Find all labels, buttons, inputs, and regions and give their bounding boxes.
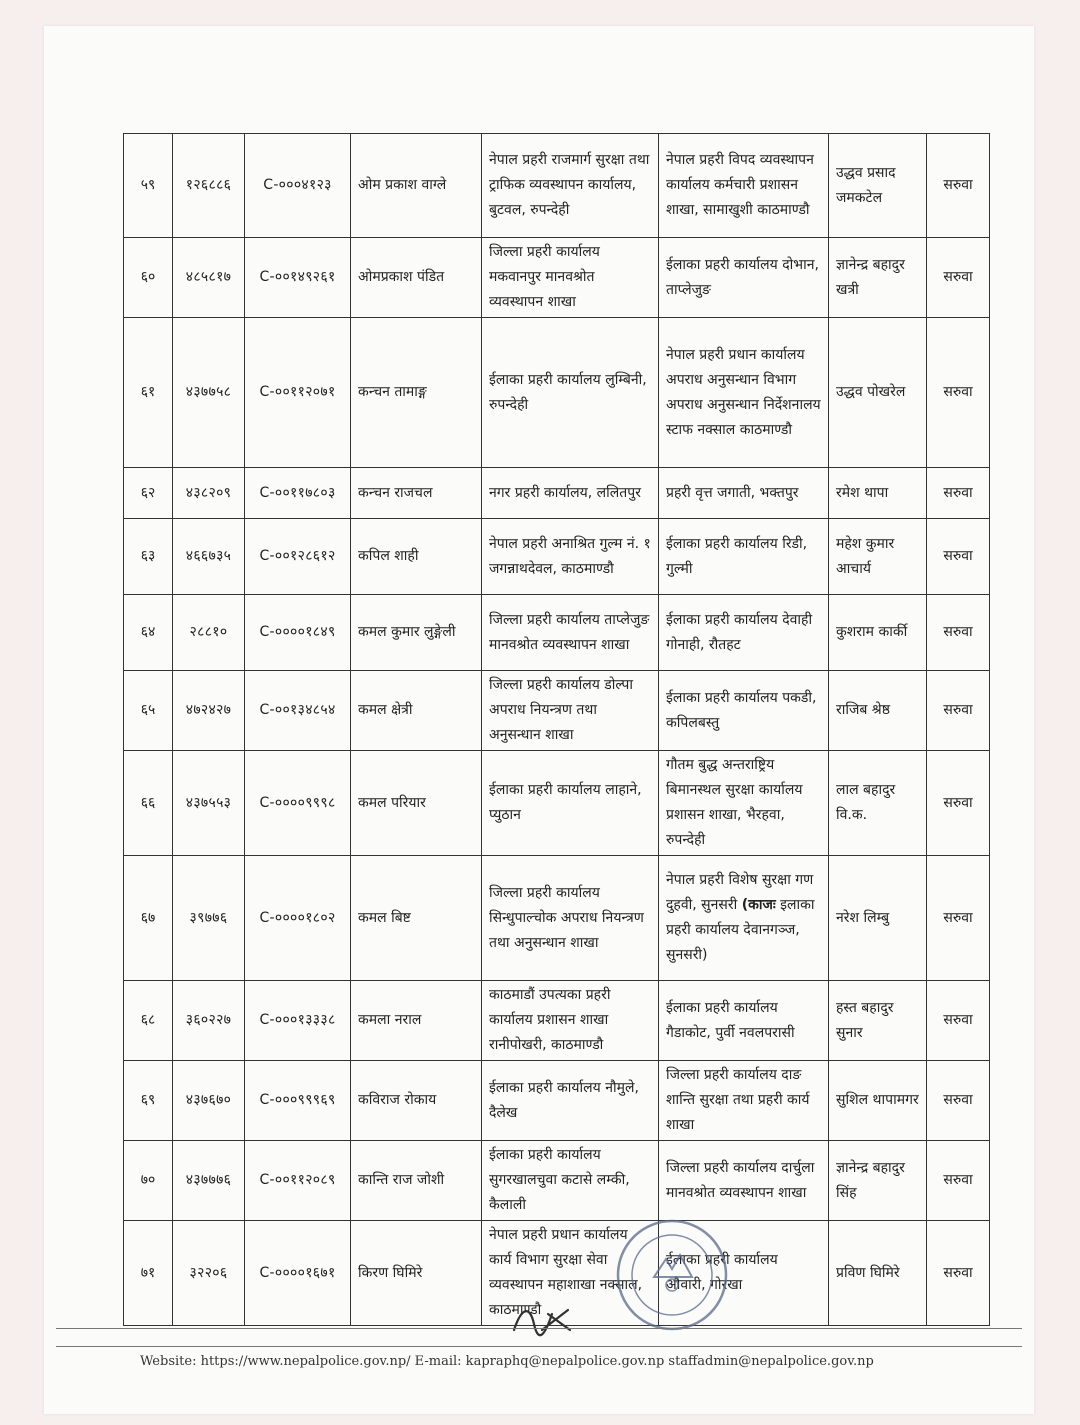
police-id: ४३७७७६ [173, 1141, 245, 1221]
transfer-office: ईलाका प्रहरी कार्यालय देवाही गोनाही, रौतहट [659, 595, 829, 671]
approving-officer: राजिब श्रेष्ठ [829, 671, 927, 751]
status: सरुवा [927, 318, 990, 468]
footer-divider [56, 1346, 1022, 1347]
employee-code: C-००००१८४९ [245, 595, 351, 671]
police-id: ४३७७५८ [173, 318, 245, 468]
current-office: नेपाल प्रहरी राजमार्ग सुरक्षा तथा ट्राफिक व्यवस्थापन कार्यालय, बुटवल, रुपन्देही [482, 134, 659, 238]
status: सरुवा [927, 519, 990, 595]
employee-code: C-००११२०७१ [245, 318, 351, 468]
police-id: ३२२०६ [173, 1221, 245, 1326]
deputation-label: (काजः [741, 897, 776, 913]
status: सरुवा [927, 981, 990, 1061]
table-row [124, 1141, 990, 1221]
employee-code: C-००००१८०२ [245, 856, 351, 981]
serial-number: ६१ [124, 318, 173, 468]
status: सरुवा [927, 134, 990, 238]
employee-code: C-००००१६७१ [245, 1221, 351, 1326]
employee-code: C-००११२०८९ [245, 1141, 351, 1221]
person-name: कन्चन तामाङ्ग [351, 318, 482, 468]
police-id: २८८१० [173, 595, 245, 671]
person-name: कमल कुमार लुङ्गेली [351, 595, 482, 671]
status: सरुवा [927, 856, 990, 981]
current-office: नेपाल प्रहरी प्रधान कार्यालय कार्य विभाग सुरक्षा सेवा व्यवस्थापन महाशाखा नक्साल, काठमाण्डौ [482, 1221, 659, 1326]
table-row [124, 238, 990, 318]
serial-number: ५९ [124, 134, 173, 238]
footer-divider [56, 1328, 1022, 1329]
status: सरुवा [927, 751, 990, 856]
person-name: कमल बिष्ट [351, 856, 482, 981]
police-id: ३९७७६ [173, 856, 245, 981]
serial-number: ६४ [124, 595, 173, 671]
person-name: कपिल शाही [351, 519, 482, 595]
person-name: किरण घिमिरे [351, 1221, 482, 1326]
person-name: ओम प्रकाश वाग्ले [351, 134, 482, 238]
serial-number: ६९ [124, 1061, 173, 1141]
table-row [124, 671, 990, 751]
serial-number: ६३ [124, 519, 173, 595]
person-name: कान्ति राज जोशी [351, 1141, 482, 1221]
serial-number: ६६ [124, 751, 173, 856]
transfer-office: गौतम बुद्ध अन्तराष्ट्रिय बिमानस्थल सुरक्षा कार्यालय प्रशासन शाखा, भैरहवा, रुपन्देही [659, 751, 829, 856]
current-office: काठमाडौं उपत्यका प्रहरी कार्यालय प्रशासन शाखा रानीपोखरी, काठमाण्डौ [482, 981, 659, 1061]
current-office: जिल्ला प्रहरी कार्यालय डोल्पा अपराध नियन्त्रण तथा अनुसन्धान शाखा [482, 671, 659, 751]
transfer-office: ईलाका प्रहरी कार्यालय गैडाकोट, पुर्वी नवलपरासी [659, 981, 829, 1061]
employee-code: C-०००४१२३ [245, 134, 351, 238]
police-id: ३६०२२७ [173, 981, 245, 1061]
employee-code: C-००१३४८५४ [245, 671, 351, 751]
approving-officer: नरेश लिम्बु [829, 856, 927, 981]
approving-officer: सुशिल थापामगर [829, 1061, 927, 1141]
current-office: ईलाका प्रहरी कार्यालय सुगरखालचुवा कटासे लम्की, कैलाली [482, 1141, 659, 1221]
current-office: नेपाल प्रहरी अनाश्रित गुल्म नं. १ जगन्नाथदेवल, काठमाण्डौ [482, 519, 659, 595]
approving-officer: प्रविण घिमिरे [829, 1221, 927, 1326]
employee-code: C-००१२८६१२ [245, 519, 351, 595]
current-office: जिल्ला प्रहरी कार्यालय मकवानपुर मानवश्रोत व्यवस्थापन शाखा [482, 238, 659, 318]
employee-code: C-००००९९९८ [245, 751, 351, 856]
current-office: ईलाका प्रहरी कार्यालय नौमुले, दैलेख [482, 1061, 659, 1141]
deputation-office: इलाका प्रहरी कार्यालय देवानगञ्ज, सुनसरी) [666, 897, 815, 963]
table-row [124, 751, 990, 856]
serial-number: ६७ [124, 856, 173, 981]
table-row [124, 1061, 990, 1141]
transfer-office: ईलाका प्रहरी कार्यालय औवारी, गोरखा [659, 1221, 829, 1326]
status: सरुवा [927, 595, 990, 671]
table-row [124, 981, 990, 1061]
transfer-office: ईलाका प्रहरी कार्यालय दोभान, ताप्लेजुङ [659, 238, 829, 318]
current-office: जिल्ला प्रहरी कार्यालय ताप्लेजुङ मानवश्रोत व्यवस्थापन शाखा [482, 595, 659, 671]
person-name: कमल परियार [351, 751, 482, 856]
transfer-office: नेपाल प्रहरी विपद व्यवस्थापन कार्यालय कर्मचारी प्रशासन शाखा, सामाखुशी काठमाण्डौ [659, 134, 829, 238]
transfer-office: ईलाका प्रहरी कार्यालय पकडी, कपिलबस्तु [659, 671, 829, 751]
footer-contact: Website: https://www.nepalpolice.gov.np/ E-mail: kapraphq@nepalpolice.gov.np staffadmin@nepalpolice.gov.np [140, 1354, 874, 1369]
transfer-table [123, 133, 990, 1326]
person-name: कमला नराल [351, 981, 482, 1061]
person-name: कन्चन राजचल [351, 468, 482, 519]
approving-officer: हस्त बहादुर सुनार [829, 981, 927, 1061]
approving-officer: उद्धव पोखरेल [829, 318, 927, 468]
police-id: ४७२४२७ [173, 671, 245, 751]
police-id: ४३७६७० [173, 1061, 245, 1141]
current-office: ईलाका प्रहरी कार्यालय लाहाने, प्युठान [482, 751, 659, 856]
table-row [124, 595, 990, 671]
current-office: जिल्ला प्रहरी कार्यालय सिन्धुपाल्चोक अपराध नियन्त्रण तथा अनुसन्धान शाखा [482, 856, 659, 981]
current-office: ईलाका प्रहरी कार्यालय लुम्बिनी, रुपन्देही [482, 318, 659, 468]
table-row [124, 134, 990, 238]
current-office: नगर प्रहरी कार्यालय, ललितपुर [482, 468, 659, 519]
approving-officer: ज्ञानेन्द्र बहादुर खत्री [829, 238, 927, 318]
serial-number: ६५ [124, 671, 173, 751]
status: सरुवा [927, 468, 990, 519]
police-id: ४६६७३५ [173, 519, 245, 595]
approving-officer: ज्ञानेन्द्र बहादुर सिंह [829, 1141, 927, 1221]
approving-officer: लाल बहादुर वि.क. [829, 751, 927, 856]
transfer-office: जिल्ला प्रहरी कार्यालय दाङ शान्ति सुरक्षा तथा प्रहरी कार्य शाखा [659, 1061, 829, 1141]
table-row [124, 1221, 990, 1326]
approving-officer: उद्धव प्रसाद जमकटेल [829, 134, 927, 238]
person-name: कमल क्षेत्री [351, 671, 482, 751]
person-name: कविराज रोकाय [351, 1061, 482, 1141]
employee-code: C-०००९९९६९ [245, 1061, 351, 1141]
serial-number: ७० [124, 1141, 173, 1221]
transfer-office: प्रहरी वृत्त जगाती, भक्तपुर [659, 468, 829, 519]
serial-number: ६२ [124, 468, 173, 519]
approving-officer: कुशराम कार्की [829, 595, 927, 671]
transfer-office: ईलाका प्रहरी कार्यालय रिडी, गुल्मी [659, 519, 829, 595]
employee-code: C-००१४९२६१ [245, 238, 351, 318]
status: सरुवा [927, 671, 990, 751]
table-row [124, 318, 990, 468]
serial-number: ६८ [124, 981, 173, 1061]
approving-officer: रमेश थापा [829, 468, 927, 519]
status: सरुवा [927, 1221, 990, 1326]
police-id: ४३८२०९ [173, 468, 245, 519]
transfer-office-main: नेपाल प्रहरी विशेष सुरक्षा गण दुहवी, सुनसरी [666, 872, 814, 913]
serial-number: ७१ [124, 1221, 173, 1326]
police-id: ४३७५५३ [173, 751, 245, 856]
table-row [124, 856, 990, 981]
status: सरुवा [927, 1141, 990, 1221]
transfer-office: नेपाल प्रहरी प्रधान कार्यालय अपराध अनुसन्धान विभाग अपराध अनुसन्धान निर्देशनालय स्टाफ नक्साल काठमाण्डौ [659, 318, 829, 468]
status: सरुवा [927, 1061, 990, 1141]
serial-number: ६० [124, 238, 173, 318]
transfer-office: जिल्ला प्रहरी कार्यालय दार्चुला मानवश्रोत व्यवस्थापन शाखा [659, 1141, 829, 1221]
approving-officer: महेश कुमार आचार्य [829, 519, 927, 595]
table-row [124, 519, 990, 595]
police-id: १२६८८६ [173, 134, 245, 238]
employee-code: C-००११७८०३ [245, 468, 351, 519]
police-id: ४८५८१७ [173, 238, 245, 318]
employee-code: C-०००१३३३८ [245, 981, 351, 1061]
table-row [124, 468, 990, 519]
transfer-office [659, 856, 829, 981]
person-name: ओमप्रकाश पंडित [351, 238, 482, 318]
status: सरुवा [927, 238, 990, 318]
